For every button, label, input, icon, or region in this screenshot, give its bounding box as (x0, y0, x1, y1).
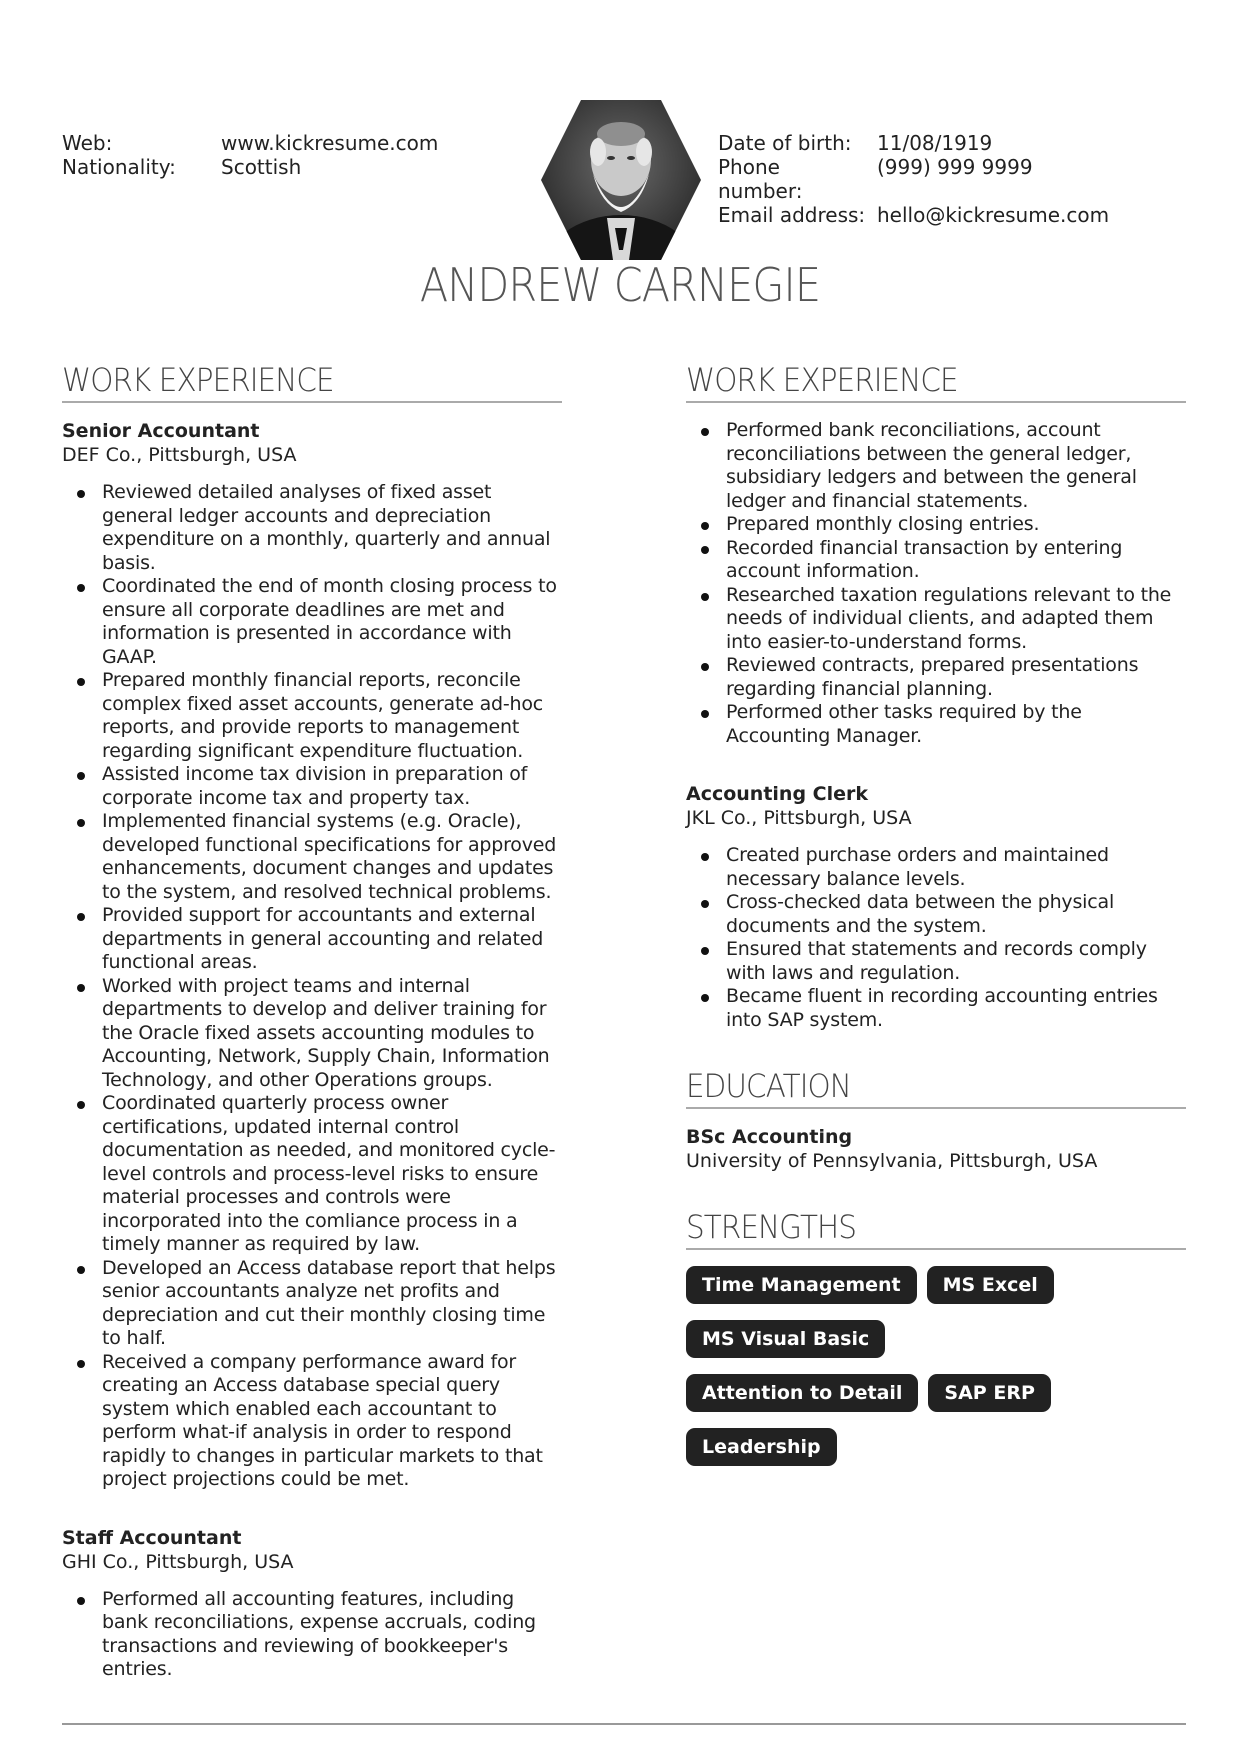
strength-tag: Leadership (686, 1428, 837, 1466)
degree: BSc Accounting (686, 1126, 853, 1148)
bullet-item: Became fluent in recording accounting entries into SAP system. (726, 985, 1186, 1032)
contact-value: (999) 999 9999 (877, 155, 1033, 179)
bullet-item: Received a company performance award for creating an Access database special query system which enabled each accountant to perform what-if analysis in order to respond rapidly to changes in particular markets to that project projections could be met. (102, 1351, 562, 1492)
job-bullets (62, 1588, 562, 1682)
contact-label: Email address: (718, 203, 866, 227)
bullet-item: Ensured that statements and records comply with laws and regulation. (726, 938, 1186, 985)
job-company: JKL Co., Pittsburgh, USA (686, 807, 912, 829)
bullet-item: Recorded financial transaction by entering account information. (726, 537, 1186, 584)
job-bullets (686, 844, 1186, 1032)
bullet-item: Coordinated quarterly process owner certifications, updated internal control documentation as needed, and monitored cycle-level controls and process-level risks to ensure material processes and controls were incorporated into the comliance process in a timely manner as required by law. (102, 1092, 562, 1257)
strength-tag: Time Management (686, 1266, 917, 1304)
bullet-item: Cross-checked data between the physical documents and the system. (726, 891, 1186, 938)
bullet-item: Developed an Access database report that helps senior accountants analyze net profits and depreciation and cut their monthly closing time to half. (102, 1257, 562, 1351)
bullet-item: Provided support for accountants and external departments in general accounting and related functional areas. (102, 904, 562, 975)
contact-label: Web: (62, 131, 113, 155)
job-entry (62, 419, 562, 1492)
contact-label: Date of birth: (718, 131, 852, 155)
bullet-item: Reviewed contracts, prepared presentations regarding financial planning. (726, 654, 1186, 701)
contact-row-phone (718, 155, 1109, 203)
contact-value: 11/08/1919 (877, 131, 993, 155)
strengths-list (686, 1266, 1106, 1482)
job-title: Staff Accountant (62, 1526, 242, 1549)
job-entry (686, 782, 1186, 1032)
footer-divider (62, 1723, 1186, 1725)
bullet-item: Assisted income tax division in preparation of corporate income tax and property tax. (102, 763, 562, 810)
job-title: Accounting Clerk (686, 783, 869, 805)
contact-value: Scottish (221, 155, 302, 179)
section-title-strengths: STRENGTHS (686, 1207, 1186, 1250)
bullet-item: Coordinated the end of month closing process to ensure all corporate deadlines are met and information is presented in accordance with GAAP. (102, 575, 562, 669)
strength-tag: MS Visual Basic (686, 1320, 885, 1358)
job-bullets (686, 419, 1186, 748)
job-entry (62, 1526, 562, 1682)
contact-row-email (718, 203, 1109, 227)
strength-tag: MS Excel (927, 1266, 1054, 1304)
bullet-item: Performed other tasks required by the Accounting Manager. (726, 701, 1186, 748)
bullet-item: Reviewed detailed analyses of fixed asset general ledger accounts and depreciation expenditure on a monthly, quarterly and annual basis. (102, 481, 562, 575)
left-column (62, 360, 562, 1716)
bullet-item: Prepared monthly financial reports, reconcile complex fixed asset accounts, generate ad-hoc reports, and provide reports to management regarding significant expenditure fluctuation. (102, 669, 562, 763)
contact-row-nationality (62, 155, 438, 179)
contact-value: hello@kickresume.com (877, 203, 1110, 227)
strength-tag: SAP ERP (928, 1374, 1050, 1412)
bullet-item: Performed bank reconciliations, account reconciliations between the general ledger, subsidiary ledgers and between the general ledger and financial statements. (726, 419, 1186, 513)
job-title: Senior Accountant (62, 420, 260, 442)
bullet-item: Created purchase orders and maintained necessary balance levels. (726, 844, 1186, 891)
job-company: GHI Co., Pittsburgh, USA (62, 1550, 294, 1573)
section-title-work-experience: WORK EXPERIENCE (686, 360, 1186, 403)
candidate-name: ANDREW CARNEGIE (419, 258, 821, 312)
job-entry-continued (686, 419, 1186, 748)
portrait-photo (541, 100, 701, 260)
bullet-item: Prepared monthly closing entries. (726, 513, 1186, 537)
contact-row-dob (718, 131, 1109, 155)
education-entry (686, 1125, 1186, 1173)
right-column (686, 360, 1186, 1482)
bullet-item: Performed all accounting features, including bank reconciliations, expense accruals, coding transactions and reviewing of bookkeeper's entries. (102, 1588, 562, 1682)
bullet-item: Implemented financial systems (e.g. Oracle), developed functional specifications for approved enhancements, document changes and updates to the system, and resolved technical problems. (102, 810, 562, 904)
section-title-work-experience: WORK EXPERIENCE (62, 360, 562, 403)
contact-info-right (718, 131, 1109, 227)
strength-tag: Attention to Detail (686, 1374, 918, 1412)
contact-label: Phone number: (718, 155, 803, 203)
contact-value: www.kickresume.com (221, 131, 439, 155)
contact-label: Nationality: (62, 155, 176, 179)
school: University of Pennsylvania, Pittsburgh, USA (686, 1150, 1098, 1172)
job-company: DEF Co., Pittsburgh, USA (62, 444, 297, 466)
contact-row-web (62, 131, 438, 155)
section-title-education: EDUCATION (686, 1066, 1186, 1109)
bullet-item: Worked with project teams and internal departments to develop and deliver training for the Oracle fixed assets accounting modules to Accounting, Network, Supply Chain, Information Technology, and other Operations groups. (102, 975, 562, 1093)
contact-info-left (62, 131, 438, 179)
job-bullets (62, 481, 562, 1492)
bullet-item: Researched taxation regulations relevant to the needs of individual clients, and adapted them into easier-to-understand forms. (726, 584, 1186, 655)
